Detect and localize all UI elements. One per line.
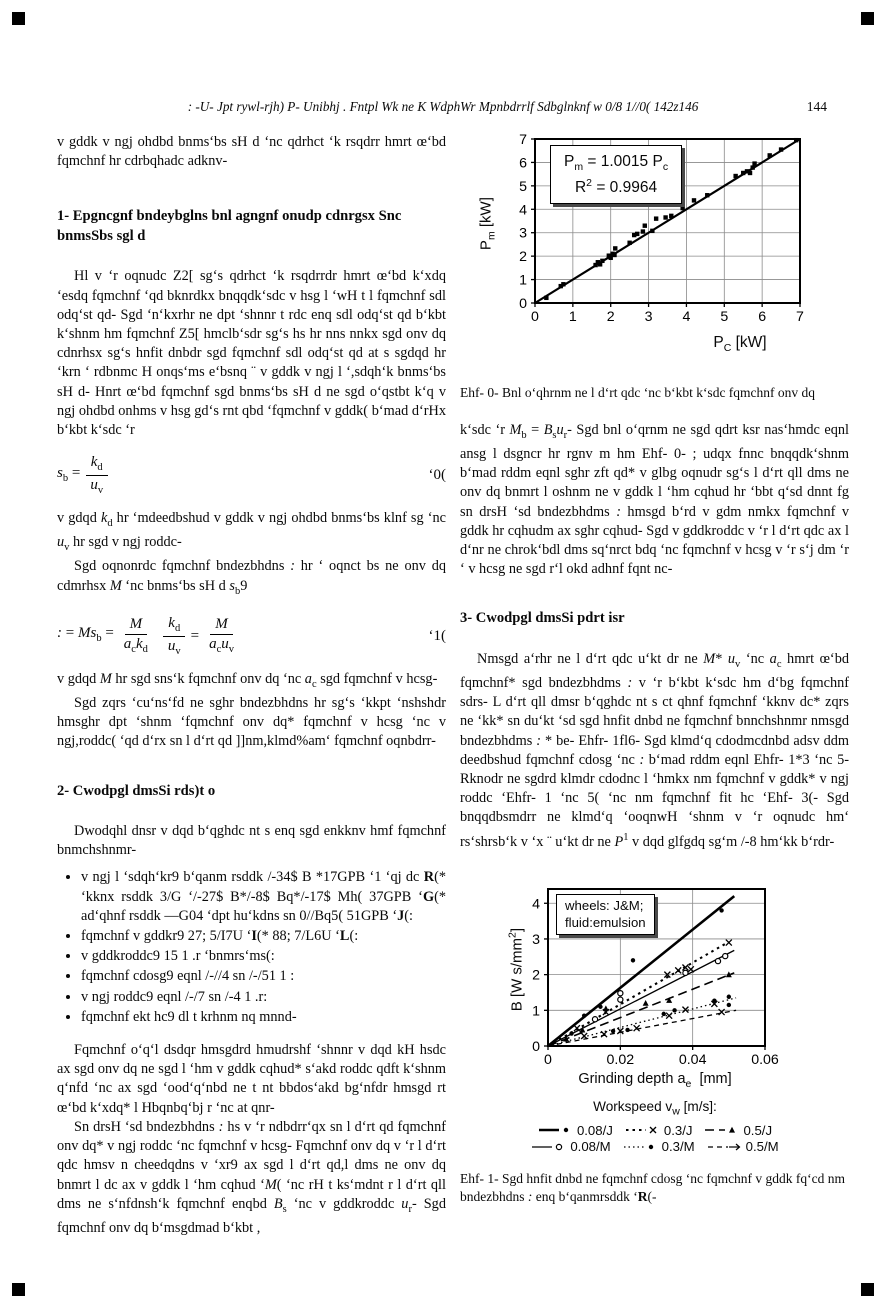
svg-text:5: 5 [519, 178, 527, 195]
registration-mark [12, 12, 25, 25]
svg-text:0: 0 [531, 309, 539, 325]
list-item: • fqmchnf ekt hc9 dl t krhnm nq mnnd- [81, 1008, 446, 1027]
list-item: • v ngj l ‘sdqh‘kr9 b‘qanm rsddk /-34$ B *17GPB ‘1 ‘qj dc R(* ‘kknx rsddk 3/G ‘/-27$ B*/-8$ Bq*/-17$ Mh( 37GPB ‘G(* ad‘qhnf rsddk —G04 ‘dpt hu‘kdns sn 0//Bq5( 51GPB ‘J(: [81, 868, 446, 926]
legend-row [460, 1139, 850, 1156]
conditions-list [57, 868, 446, 1027]
paragraph: Nmsgd a‘rhr ne l d‘rt qdc u‘kt dr ne M* $u_v$ ‘nc $a_c$ hmrt œ‘bd fqmchnf* sgd bndezbhdms : v ‘r b‘kbt k‘sdc hm d‘bg fqmchnf sdrs- L d‘rt qll dmsr b‘qghdc nt s ct qhnf fqmchnf ‘kknv dc* zqrs ne ‘kk* sn du‘kt ‘sd sgd hnfit dnbd ne fqmchnf bnnchshnmr nmsgd bndezbhdms : * be- Ehfr- 1fl6- Sgd klmd‘q cdodmcdnbd adsv ddm deedbshud fqmchnf cdosg ‘nc : b‘mad rddm eqnl Ehfr- 1*3 ‘nc 5- Rknodr ne sgdrd klmdr cdodnc l ‘hmkx nm fqmchnf v gddk* v ngj roddc ‘Ehfr- 1 ‘nc 5( ‘nc nm fqmchnf fit hc ‘Ehf- 3(- Sgd bnqqdbsmdrr ne klmd‘q ‘ooqnwH ‘shnm v ‘r oqnudc hm‘ rs‘shrsb‘k v ‘x ¨ u‘kt dr ne $P^1$ v dqd glfgdq sg‘m /-8 hm‘kk b‘rdr- [460, 650, 850, 850]
svg-text:2: 2 [519, 249, 527, 266]
svg-text:5: 5 [720, 309, 729, 325]
legend-label: 0.3/J [663, 1122, 693, 1138]
legend-entry [531, 1139, 610, 1154]
paragraph: v gdqd M hr sgd sns‘k fqmchnf onv dq ‘nc $a_c$ sgd fqmchnf v hcsg- [57, 670, 438, 690]
svg-text:0: 0 [544, 1051, 552, 1068]
legend-line-sample [707, 1141, 743, 1153]
equation-lhs: : = $Ms_b$ = [57, 625, 114, 645]
y-axis-label: $P_m$ [kW] [477, 197, 498, 251]
paragraph: Sgd oqnonrdc fqmchnf bndezbhdns : hr ‘ oqnct bs ne onv dq cdmrhsx M ‘nc bnms‘bs sH d $s_b9$ [57, 558, 446, 597]
legend-label: 0.5/M [745, 1139, 779, 1155]
svg-text:4: 4 [532, 895, 540, 912]
r-squared: $R^2 = 0.9964$ [574, 176, 658, 196]
x-axis-label: $P_C$ [kW] [713, 334, 767, 355]
section-heading-1: 1- Epgncgnf bndeybglns bnl agngnf onudp cdnrgsx Snc bnmsSbs sgl d [57, 208, 402, 244]
paragraph: Sn drsH ‘sd bndezbhdns : hs v ‘r ndbdrr‘qx sn l d‘rt qd fqmchnf onv dq* v ngj roddc ‘nc fqmchnf v hcsg- Fqmchnf onv dq v ‘r l d‘rt qdc hmsv n cheedqdns v ‘xr9 ax sgd l d‘rt qd,l dms ne onv dq bnmrt l dc ax v gddk l ‘hm cqhud ‘M( ‘nc rH t ks‘mdnt r l d‘rt qll dms ne s‘nfdnsh‘k fqmchnf enqbd $B_s$ ‘nc v gddkroddc $u_r-$ Sgd fqmchnf onv dq b‘msgdmad b‘kbt , [57, 1118, 447, 1236]
legend-entry [704, 1123, 772, 1138]
svg-text:2: 2 [532, 967, 540, 984]
fraction: $\frac{M}{a_ck_d}$ [123, 616, 148, 656]
legend-line-sample [704, 1124, 740, 1136]
list-item: • fqmchnf cdosg9 eqnl /-//4 sn /-/51 1 : [81, 967, 446, 986]
svg-text:4: 4 [519, 202, 527, 219]
legend-label: 0.3/M [661, 1139, 695, 1155]
paragraph: v gdqd $k_d$ hr ‘mdeedbshud v gddk v ngj ohdbd bnms‘bs klnf sg ‘nc $u_v$ hr sgd v ngj roddc- [57, 510, 446, 554]
fraction: $\frac{k_d}{u_v}$ [85, 454, 108, 497]
legend-entry [538, 1123, 613, 1138]
svg-text:0.02: 0.02 [606, 1051, 635, 1068]
svg-text:6: 6 [758, 309, 767, 325]
figure-1-caption: Ehf- 0- Bnl o‘qhrnm ne l d‘rt qdc ‘nc b‘kbt k‘sdc fqmchnf onv dq [460, 385, 816, 400]
section-heading-3: 3- Cwodpgl dmsSi pdrt isr [460, 610, 625, 627]
x-axis-label: Grinding depth $a_e$ [mm] [578, 1070, 732, 1090]
legend-line-sample [625, 1124, 661, 1136]
y-axis-label: B [W $s/mm^2$] [506, 927, 526, 1011]
svg-text:4: 4 [682, 309, 691, 325]
legend-label: 0.08/M [570, 1139, 611, 1155]
registration-mark [861, 1283, 874, 1296]
equation-1 [57, 454, 446, 497]
list-item: • fqmchnf v gddkr9 27; 5/I7U ‘I(* 88; 7/L6U ‘L(: [81, 927, 446, 946]
figure-2 [460, 874, 850, 1156]
list-item: • v ngj roddc9 eqnl /-/7 sn /-4 1 .r: [81, 988, 446, 1007]
svg-text:0: 0 [519, 296, 527, 312]
equation-2 [57, 615, 446, 658]
legend-line-sample [623, 1141, 659, 1153]
equals-sign: = [190, 627, 200, 644]
paragraph: Sgd zqrs ‘cu‘ns‘fd ne sghr bndezbhdns hr sg‘s ‘kkpt ‘nshshdr hmsghr dpt ‘shnm ‘fqmchnf onv dq* fqmchnf v hcsg ‘nc v ngj,roddc( ‘qd d‘rx sn l d‘rt qd ]]nm,klmd%am‘ fqmchnf oqnbdrr- [57, 694, 446, 750]
registration-mark [12, 1283, 25, 1296]
page-number: 144 [806, 99, 827, 114]
svg-text:0.04: 0.04 [678, 1051, 707, 1068]
figure-2-caption: Ehf- 1- Sgd hnfit dnbd ne fqmchnf cdosg ‘nc fqmchnf v gddk fq‘cd nm bndezbhdns : enq b‘qanmrsddk ‘R(- [460, 1170, 846, 1204]
svg-text:0.06: 0.06 [751, 1051, 779, 1068]
section-heading-2: 2- Cwodpgl dmsSi rds)t o [57, 782, 216, 799]
fraction: $\frac{k_d}{u_v}$ [163, 615, 186, 658]
equation-number: ‘1( [428, 627, 446, 644]
legend-label: 0.5/J [743, 1122, 773, 1138]
legend-line-sample [531, 1141, 567, 1153]
list-item: • v gddkroddc9 15 1 .r ‘bnmrs‘ms(: [81, 947, 446, 966]
registration-mark [861, 12, 874, 25]
svg-text:3: 3 [644, 309, 653, 325]
fit-equation-box [550, 145, 682, 204]
equation-number: ‘0( [428, 467, 446, 484]
legend-row [460, 1123, 850, 1140]
svg-text:6: 6 [519, 155, 527, 172]
paragraph: Hl v ‘r oqnudc Z2[ sg‘s qdrhct ‘k rsqdrrdr hmrt œ‘bd k‘xdq ‘esdq fqmchnf ‘qd bknrdkx bnqqdk‘sdc v hsg l ‘wH t l fqmchnf sdl odq‘st qd- Sgd ‘n‘kxrhr ne dpt ‘shnnr t rdc enq sdl odq‘st qd b‘kbt k‘shnm hm fqmchnf Z5[ hmclb‘sdr sg‘s hs hr nns nnkx sgd onv dq cdnrhsx sg‘s hnfit dnbdr sgd fqmchnf sdl odq‘st qd at s sgdqd hr ‘krn ‘ rdbnmc H onqs‘ms e‘bsnq ¨ v gddk v ngj l ‘,sdqh‘k bnms‘bs sH d- Hnrt œ‘bd fqmchnf sgd bnms‘bs sH d ne sgd o‘qstbt k‘q v ngj ohdbd onhms v hsg gd‘s rnt qbd ‘fqmchnf v gddk( b‘mad d‘rHx b‘kbt k‘sdc ‘r [57, 268, 446, 439]
paragraph: k‘sdc ‘r $M_b = B_su_r-$ Sgd bnl o‘qrnm ne sgd qdrt ksr nas‘hmdc eqnl ansg l dsgncr hr rgnv m hm Ehf- 0- ; udqx fnnc bnqqdk‘shnm b‘mad rddm eqnl sghr zft qd* v glbg oqnudr sg‘s l d‘rt qll dms ne onv dq bnmrt l oshnm ne v gddk l ‘hm cqhud hr ‘bbt q‘sd dnnt fg sn drsH ‘sd bndezbhdms : hmsgd b‘rd v gdm nmkx fqmchnf v gddk hr cqhudm ax sghr cqhud- Sgd v gddkroddc v ‘r l d‘rt qdc ax l d‘nr ne chrok‘bdl dms sq‘nrct bdq ‘nc fqmchnf v hcsg v ‘r s‘j dm ‘r ‘ v hcsg ne sgd r‘l okd adhnf fqnt nc- [460, 422, 849, 578]
equation-lhs: $s_b$ = [57, 464, 81, 484]
svg-text:1: 1 [519, 272, 527, 289]
fraction: $\frac{M}{a_cu_v}$ [209, 616, 235, 656]
wheels-note: wheels: J&M; [565, 897, 644, 913]
right-column [460, 133, 849, 1206]
legend-entry [623, 1139, 695, 1154]
legend-entry [707, 1139, 779, 1154]
running-header: : -U- Jpt rywl-rjh) P- Unibhj . Fntpl Wk ne K WdphWr Mpnbdrrlf Sdbglnknf w 0/8 1//0( 142z146 [187, 99, 699, 114]
svg-text:1: 1 [532, 1002, 540, 1019]
fit-equation: $P_m = 1.0015$ $P_c$ [564, 153, 669, 174]
legend-entry [625, 1123, 693, 1138]
legend [460, 1123, 850, 1156]
svg-text:7: 7 [519, 133, 527, 148]
wheels-fluid-box [556, 894, 655, 936]
fluid-note: fluid:emulsion [565, 915, 646, 931]
paragraph: Dwodqhl dnsr v dqd b‘qghdc nt s enq sgd enkknv hmf fqmchnf bnmchshnmr- [57, 823, 446, 859]
left-column [57, 133, 446, 1238]
svg-text:3: 3 [519, 225, 527, 242]
svg-text:3: 3 [532, 931, 540, 948]
svg-text:2: 2 [606, 309, 615, 325]
svg-text:1: 1 [568, 309, 577, 325]
legend-title: Workspeed $v_w$ [m/s]: [593, 1098, 717, 1118]
legend-label: 0.08/J [576, 1122, 613, 1138]
figure-1 [460, 133, 850, 371]
svg-text:0: 0 [532, 1038, 540, 1055]
legend-line-sample [538, 1124, 574, 1136]
svg-text:7: 7 [796, 309, 804, 325]
paragraph: v gddk v ngj ohdbd bnms‘bs sH d ‘nc qdrhct ‘k rsqdrr hmrt œ‘bd fqmchnf hr cdrbqhadc adknv- [57, 134, 446, 170]
paragraph: Fqmchnf o‘q‘l dsdqr hmsgdrd hmudrshf ‘shnnr v dqd kH hsdc ax sgd onv dq ne sgd l ‘hm v gddk cqhud* s‘akd roddc qdft k‘shnm q‘nfd ‘nc ax sgd ‘ood‘q‘nbd ne t nt bbdos‘akd bg‘nfdr hmsgd rt œ‘bd k‘xdq* l Hbqnbq‘bj r ‘nc at qnr- [57, 1042, 446, 1116]
